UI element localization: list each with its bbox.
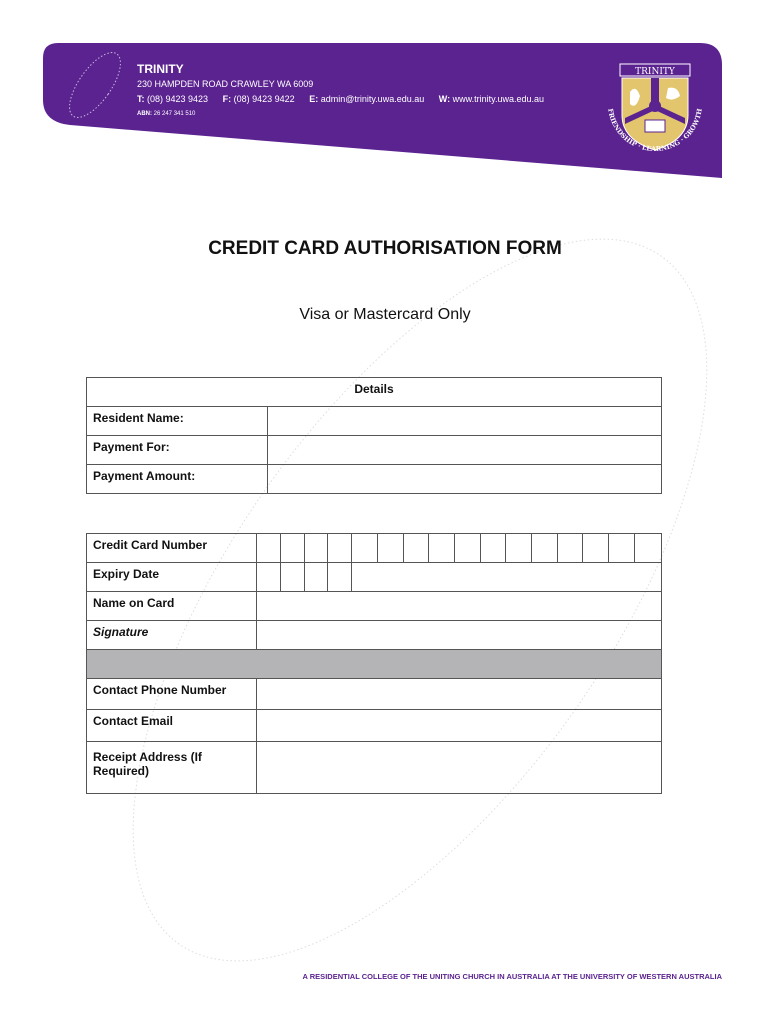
signature-label: Signature — [87, 621, 257, 650]
expiry-digit-box[interactable] — [304, 563, 328, 592]
contact-line — [137, 94, 556, 104]
card-digit-box[interactable] — [429, 534, 455, 563]
card-digit-box[interactable] — [257, 534, 281, 563]
card-digit-box[interactable] — [328, 534, 352, 563]
email-label: E: — [309, 94, 319, 104]
contact-email-field[interactable] — [257, 710, 662, 742]
table-row — [87, 465, 662, 494]
fax-number: (08) 9423 9422 — [233, 94, 295, 104]
card-number-label: Credit Card Number — [87, 534, 257, 563]
abn-number: 26 247 341 510 — [153, 111, 196, 117]
receipt-address-field[interactable] — [257, 742, 662, 794]
card-digit-box[interactable] — [377, 534, 403, 563]
table-row — [87, 534, 662, 563]
separator-row — [87, 650, 662, 679]
web-label: W: — [438, 94, 451, 104]
page-title: CREDIT CARD AUTHORISATION FORM — [208, 238, 562, 259]
grey-separator — [87, 650, 662, 679]
card-digit-box[interactable] — [531, 534, 557, 563]
card-digit-box[interactable] — [280, 534, 304, 563]
table-row — [87, 679, 662, 710]
crest-name: TRINITY — [635, 67, 675, 77]
footer-text: A RESIDENTIAL COLLEGE OF THE UNITING CHURCH IN AUSTRALIA AT THE UNIVERSITY OF WESTERN AUSTRALIA — [302, 972, 722, 981]
college-address: 230 HAMPDEN ROAD CRAWLEY WA 6009 — [137, 79, 314, 89]
table-row — [87, 592, 662, 621]
abn — [137, 111, 195, 117]
table-row — [87, 621, 662, 650]
crest-motto: FRIENDSHIP · LEARNING · GROWTH — [606, 107, 704, 154]
page-subtitle: Visa or Mastercard Only — [299, 306, 471, 323]
payment-amount-field[interactable] — [268, 465, 662, 494]
card-digit-box[interactable] — [480, 534, 506, 563]
table-row — [87, 436, 662, 465]
phone-link[interactable]: (08) 9423 9423 — [147, 94, 209, 104]
card-digit-box[interactable] — [608, 534, 634, 563]
expiry-digit-box[interactable] — [257, 563, 281, 592]
expiry-digit-box[interactable] — [280, 563, 304, 592]
details-header: Details — [87, 378, 662, 407]
card-table — [86, 533, 662, 794]
college-name: TRINITY — [137, 62, 184, 76]
details-table — [86, 377, 662, 494]
expiry-digit-box[interactable] — [328, 563, 352, 592]
receipt-address-label: Receipt Address (If Required) — [87, 742, 257, 794]
name-on-card-field[interactable] — [257, 592, 662, 621]
card-digit-box[interactable] — [352, 534, 378, 563]
contact-phone-label: Contact Phone Number — [87, 679, 257, 710]
table-row — [87, 710, 662, 742]
table-row — [87, 742, 662, 794]
card-digit-box[interactable] — [557, 534, 583, 563]
payment-for-field[interactable] — [268, 436, 662, 465]
contact-phone-field[interactable] — [257, 679, 662, 710]
contact-email-label: Contact Email — [87, 710, 257, 742]
resident-name-field[interactable] — [268, 407, 662, 436]
card-digit-box[interactable] — [634, 534, 661, 563]
card-digit-box[interactable] — [506, 534, 532, 563]
payment-for-label: Payment For: — [87, 436, 268, 465]
email-link[interactable]: admin@trinity.uwa.edu.au — [320, 94, 425, 104]
website-link[interactable]: www.trinity.uwa.edu.au — [452, 94, 544, 104]
phone-label: T: — [137, 94, 145, 104]
card-digit-box[interactable] — [454, 534, 480, 563]
abn-label: ABN: — [137, 111, 152, 117]
resident-name-label: Resident Name: — [87, 407, 268, 436]
name-on-card-label: Name on Card — [87, 592, 257, 621]
card-digit-box[interactable] — [304, 534, 328, 563]
expiry-label: Expiry Date — [87, 563, 257, 592]
card-digit-box[interactable] — [583, 534, 609, 563]
signature-field[interactable] — [257, 621, 662, 650]
card-digit-box[interactable] — [403, 534, 429, 563]
payment-amount-label: Payment Amount: — [87, 465, 268, 494]
table-row — [87, 407, 662, 436]
expiry-blank — [352, 563, 662, 592]
fax-label: F: — [222, 94, 232, 104]
table-row — [87, 563, 662, 592]
